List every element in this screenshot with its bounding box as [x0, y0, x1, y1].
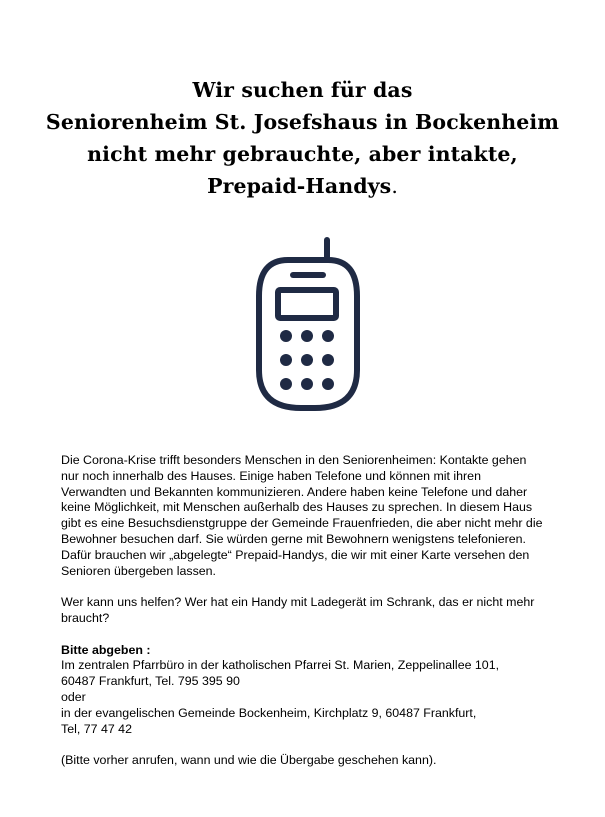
headline-line-4-text: Prepaid-Handys: [207, 174, 392, 198]
text-line: Wer kann uns helfen? Wer hat ein Handy mit Ladegerät im Schrank, das er nicht mehr: [61, 595, 535, 610]
text-line: Dafür brauchen wir „abgelegte“ Prepaid-Handys, die wir mit einer Karte versehen den: [61, 547, 530, 562]
body-text: [61, 453, 561, 769]
mobile-phone-icon: [253, 236, 363, 412]
key: [280, 378, 292, 390]
text-line: Im zentralen Pfarrbüro in der katholischen Pfarrei St. Marien, Zeppelinallee 101,: [61, 658, 500, 673]
text-line: keine Möglichkeit, mit Menschen außerhalb des Hauses zu sprechen. In diesem Haus: [61, 500, 533, 515]
dropoff-heading: Bitte abgeben :: [61, 642, 151, 657]
key: [280, 330, 292, 342]
key: [322, 354, 334, 366]
note-text: (Bitte vorher anrufen, wann und wie die Übergabe geschehen kann).: [61, 753, 437, 768]
text-line: Bewohner besuchen darf. Sie würden gerne mit Bewohnern wenigstens telefonieren.: [61, 531, 526, 546]
headline-line-1: Wir suchen für das: [192, 78, 413, 102]
note-paragraph: [61, 753, 561, 769]
headline-line-3: nicht mehr gebrauchte, aber intakte,: [87, 142, 518, 166]
text-line: Verwandten und Bekannten kommunizieren. Andere haben keine Telefone und daher: [61, 484, 528, 499]
headline-line-4-period: .: [391, 174, 398, 198]
headline-line-2: Seniorenheim St. Josefshaus in Bockenheim: [45, 110, 560, 134]
dropoff-paragraph: [61, 643, 561, 738]
text-line: Tel, 77 47 42: [61, 721, 132, 736]
question-paragraph: [61, 595, 561, 627]
headline: [0, 74, 605, 202]
text-line: braucht?: [61, 610, 110, 625]
text-line: oder: [61, 689, 86, 704]
key: [322, 330, 334, 342]
key: [280, 354, 292, 366]
phone-screen: [278, 290, 336, 318]
key: [322, 378, 334, 390]
text-line: 60487 Frankfurt, Tel. 795 395 90: [61, 674, 240, 689]
headline-line-4: [0, 170, 605, 202]
key: [301, 354, 313, 366]
text-line: nur noch innerhalb des Hauses. Einige haben Telefone und können mit ihren: [61, 468, 481, 483]
intro-paragraph: [61, 453, 561, 579]
key: [301, 378, 313, 390]
text-line: gibt es eine Besuchsdienstgruppe der Gemeinde Frauenfrieden, die aber nicht mehr die: [61, 516, 543, 531]
text-line: Senioren übergeben lassen.: [61, 563, 216, 578]
text-line: Die Corona-Krise trifft besonders Menschen in den Seniorenheimen: Kontakte gehen: [61, 453, 527, 467]
text-line: in der evangelischen Gemeinde Bockenheim, Kirchplatz 9, 60487 Frankfurt,: [61, 705, 477, 720]
key: [301, 330, 313, 342]
keypad: [280, 330, 334, 390]
